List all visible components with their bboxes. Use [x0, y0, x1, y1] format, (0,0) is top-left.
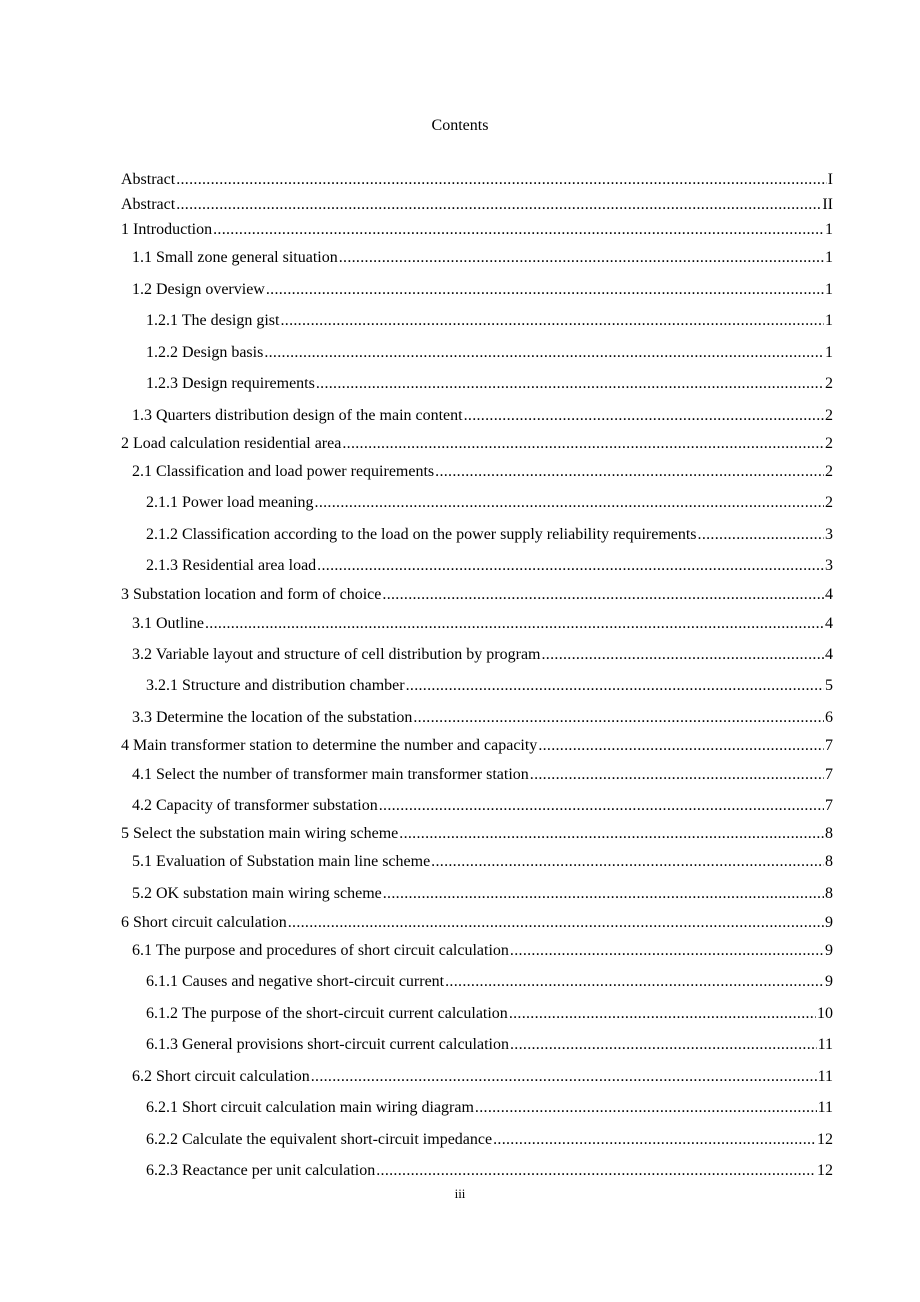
toc-entry[interactable]: [121, 195, 833, 215]
toc-leader-dots: [538, 736, 824, 756]
toc-leader-dots: [698, 525, 824, 545]
toc-leader-dots: [176, 170, 826, 190]
toc-entry-page-number: 5: [825, 677, 833, 694]
toc-entry-title: 6 Short circuit calculation: [121, 914, 287, 931]
toc-entry-page-number: II: [822, 196, 833, 213]
toc-entry[interactable]: [121, 736, 833, 756]
toc-entry-title: 5 Select the substation main wiring scheme: [121, 825, 399, 842]
toc-leader-dots: [509, 1004, 816, 1024]
toc-leader-dots: [464, 406, 824, 426]
toc-entry-page-number: 4: [825, 586, 833, 603]
toc-entry-title: 2.1.2 Classification according to the load on the power supply reliability requirements: [146, 526, 697, 543]
toc-entry[interactable]: [121, 311, 833, 331]
toc-leader-dots: [264, 343, 824, 363]
toc-entry[interactable]: [121, 1004, 833, 1024]
toc-entry[interactable]: [121, 913, 833, 933]
toc-entry-title: 5.1 Evaluation of Substation main line scheme: [132, 853, 431, 870]
toc-entry-page-number: 10: [817, 1005, 833, 1022]
toc-leader-dots: [288, 913, 824, 933]
toc-leader-dots: [311, 1067, 817, 1087]
toc-entry[interactable]: [121, 343, 833, 363]
toc-entry-title: 1.3 Quarters distribution design of the main content: [132, 407, 463, 424]
toc-entry-title: 1 Introduction: [121, 221, 213, 238]
toc-entry-page-number: I: [827, 171, 833, 188]
toc-leader-dots: [339, 248, 824, 268]
toc-entry-page-number: 2: [825, 463, 833, 480]
toc-entry-title: 3.3 Determine the location of the substation: [132, 709, 413, 726]
toc-entry-page-number: 8: [825, 885, 833, 902]
toc-entry-title: 3.2.1 Structure and distribution chamber: [146, 677, 405, 694]
toc-leader-dots: [316, 374, 824, 394]
toc-entry[interactable]: [121, 462, 833, 482]
toc-entry-page-number: 9: [825, 973, 833, 990]
toc-entry-title: 6.2.3 Reactance per unit calculation: [146, 1162, 376, 1179]
toc-leader-dots: [379, 796, 824, 816]
toc-entry[interactable]: [121, 280, 833, 300]
toc-leader-dots: [315, 493, 824, 513]
toc-entry-title: 1.2.1 The design gist: [146, 312, 280, 329]
toc-leader-dots: [266, 280, 824, 300]
toc-entry-title: 4.1 Select the number of transformer main transformer station: [132, 766, 529, 783]
toc-entry-title: 2 Load calculation residential area: [121, 435, 342, 452]
toc-entry[interactable]: [121, 645, 833, 665]
toc-leader-dots: [342, 434, 824, 454]
toc-entry-page-number: 8: [825, 853, 833, 870]
toc-entry[interactable]: [121, 374, 833, 394]
toc-entry-title: 4.2 Capacity of transformer substation: [132, 797, 378, 814]
toc-entry-page-number: 3: [825, 557, 833, 574]
toc-entry-page-number: 1: [825, 221, 833, 238]
toc-entry-page-number: 2: [825, 435, 833, 452]
toc-entry[interactable]: [121, 525, 833, 545]
toc-entry-title: 2.1.3 Residential area load: [146, 557, 317, 574]
toc-leader-dots: [280, 311, 824, 331]
toc-leader-dots: [435, 462, 824, 482]
toc-entry[interactable]: [121, 972, 833, 992]
toc-entry-title: 1.2.3 Design requirements: [146, 375, 315, 392]
toc-entry-title: 6.2 Short circuit calculation: [132, 1068, 310, 1085]
toc-entry-page-number: 12: [817, 1131, 833, 1148]
toc-entry[interactable]: [121, 248, 833, 268]
toc-entry-page-number: 1: [825, 312, 833, 329]
toc-entry-title: 2.1 Classification and load power requirements: [132, 463, 435, 480]
toc-entry-title: Abstract: [121, 171, 176, 188]
toc-entry[interactable]: [121, 220, 833, 240]
toc-entry-title: 6.2.2 Calculate the equivalent short-circuit impedance: [146, 1131, 493, 1148]
toc-entry-page-number: 2: [825, 375, 833, 392]
toc-entry-page-number: 4: [825, 646, 833, 663]
toc-leader-dots: [376, 1161, 816, 1181]
toc-leader-dots: [176, 195, 821, 215]
toc-entry-title: 4 Main transformer station to determine the number and capacity: [121, 737, 538, 754]
toc-leader-dots: [510, 1035, 817, 1055]
toc-leader-dots: [213, 220, 824, 240]
toc-entry-page-number: 9: [825, 942, 833, 959]
toc-entry-title: 6.1 The purpose and procedures of short circuit calculation: [132, 942, 509, 959]
toc-entry[interactable]: [121, 852, 833, 872]
toc-leader-dots: [431, 852, 824, 872]
toc-entry[interactable]: [121, 765, 833, 785]
page-title: Contents: [431, 117, 489, 134]
toc-entry-title: 6.1.2 The purpose of the short-circuit current calculation: [146, 1005, 508, 1022]
toc-entry[interactable]: [121, 708, 833, 728]
toc-entry-page-number: 11: [817, 1036, 833, 1053]
toc-entry-title: 1.2.2 Design basis: [146, 344, 264, 361]
toc-entry-title: 3.1 Outline: [132, 615, 204, 632]
toc-entry[interactable]: [121, 585, 833, 605]
toc-entry[interactable]: [121, 406, 833, 426]
toc-entry[interactable]: [121, 824, 833, 844]
toc-leader-dots: [493, 1130, 816, 1150]
toc-entry-page-number: 1: [825, 281, 833, 298]
toc-entry-page-number: 12: [817, 1162, 833, 1179]
toc-entry[interactable]: [121, 1067, 833, 1087]
toc-entry[interactable]: [121, 1130, 833, 1150]
toc-entry[interactable]: [121, 493, 833, 513]
toc-entry-page-number: 7: [825, 797, 833, 814]
toc-entry-page-number: 11: [817, 1068, 833, 1085]
toc-entry-title: 3 Substation location and form of choice: [121, 586, 382, 603]
toc-leader-dots: [399, 824, 824, 844]
toc-entry-title: Abstract: [121, 196, 176, 213]
toc-entry-page-number: 4: [825, 615, 833, 632]
toc-entry-page-number: 9: [825, 914, 833, 931]
toc-entry[interactable]: [121, 1161, 833, 1181]
toc-entry[interactable]: [121, 1098, 833, 1118]
toc-entry-page-number: 2: [825, 494, 833, 511]
toc-entry-page-number: 7: [825, 766, 833, 783]
toc-entry[interactable]: [121, 556, 833, 576]
toc-entry-page-number: 7: [825, 737, 833, 754]
toc-entry-page-number: 3: [825, 526, 833, 543]
toc-entry-title: 3.2 Variable layout and structure of cell distribution by program: [132, 646, 541, 663]
toc-entry[interactable]: [121, 676, 833, 696]
toc-entry[interactable]: [121, 884, 833, 904]
toc-leader-dots: [445, 972, 824, 992]
toc-entry-title: 6.1.1 Causes and negative short-circuit current: [146, 973, 445, 990]
toc-entry-page-number: 1: [825, 249, 833, 266]
toc-leader-dots: [383, 884, 824, 904]
toc-entry-page-number: 11: [817, 1099, 833, 1116]
toc-leader-dots: [530, 765, 824, 785]
toc-entry[interactable]: [121, 1035, 833, 1055]
toc-entry[interactable]: [121, 796, 833, 816]
toc-entry[interactable]: [121, 614, 833, 634]
toc-entry-title: 2.1.1 Power load meaning: [146, 494, 314, 511]
toc-leader-dots: [382, 585, 824, 605]
toc-entry[interactable]: [121, 434, 833, 454]
toc-entry-title: 6.2.1 Short circuit calculation main wiring diagram: [146, 1099, 474, 1116]
toc-leader-dots: [510, 941, 824, 961]
toc-entry-page-number: 8: [825, 825, 833, 842]
toc-leader-dots: [475, 1098, 817, 1118]
toc-entry[interactable]: [121, 170, 833, 190]
toc-entry-page-number: 2: [825, 407, 833, 424]
toc-entry[interactable]: [121, 941, 833, 961]
toc-entry-page-number: 6: [825, 709, 833, 726]
page-number-footer: iii: [454, 1186, 466, 1201]
toc-entry-title: 6.1.3 General provisions short-circuit current calculation: [146, 1036, 509, 1053]
toc-leader-dots: [317, 556, 824, 576]
toc-leader-dots: [413, 708, 824, 728]
toc-entry-title: 1.2 Design overview: [132, 281, 265, 298]
toc-leader-dots: [205, 614, 824, 634]
toc-entry-page-number: 1: [825, 344, 833, 361]
toc-entry-title: 1.1 Small zone general situation: [132, 249, 338, 266]
toc-leader-dots: [542, 645, 825, 665]
toc-leader-dots: [406, 676, 824, 696]
toc-entry-title: 5.2 OK substation main wiring scheme: [132, 885, 382, 902]
